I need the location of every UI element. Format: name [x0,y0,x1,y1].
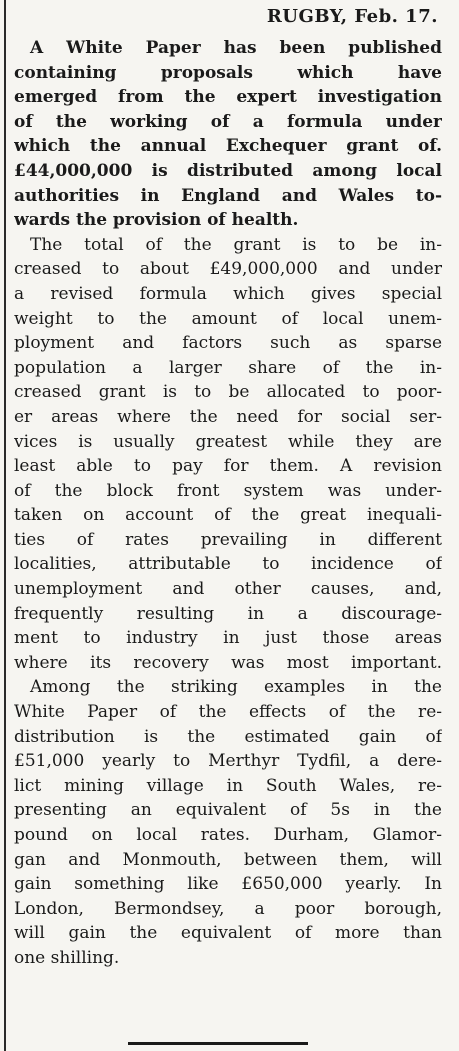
text-line: of the block front system was under- [14,480,442,501]
text-line: lict mining village in South Wales, re- [14,775,442,796]
text-line: will gain the equivalent of more than [14,923,442,944]
text-line: authorities in England and Wales to- [14,185,442,206]
text-line: London, Bermondsey, a poor borough, [14,898,442,919]
dateline: RUGBY, Feb. 17. [266,6,438,27]
text-line: population a larger share of the in- [14,357,442,378]
closing-rule [128,1042,308,1045]
text-line: ties of rates prevailing in different [14,529,442,550]
text-line: one shilling. [14,947,120,968]
news-article [14,4,442,971]
text-line: gan and Monmouth, between them, will [14,849,442,870]
text-line: of the working of a formula under [14,111,442,132]
paragraph-3 [14,675,442,970]
text-line: gain something like £650,000 yearly. In [14,874,442,895]
text-line: ployment and factors such as sparse [14,333,442,354]
text-line: where its recovery was most important. [14,652,442,673]
text-line: £51,000 yearly to Merthyr Tydfil, a dere- [14,751,442,772]
text-line: least able to pay for them. A revision [14,456,442,477]
text-line: pound on local rates. Durham, Glamor- [14,825,442,845]
text-line: taken on account of the great inequali- [14,505,442,526]
text-line: Among the striking examples in the [30,677,442,698]
text-line: White Paper of the effects of the re- [14,702,442,723]
text-line: unemployment and other causes, and, [14,579,442,600]
text-line: A White Paper has been published [30,38,442,58]
text-line: The total of the grant is to be in- [30,234,442,255]
text-line: er areas where the need for social ser- [14,406,442,427]
column-rule-left [4,0,6,1051]
text-line: distribution is the estimated gain of [14,726,442,747]
text-line: a revised formula which gives special [14,283,442,304]
text-line: weight to the amount of local unem- [14,308,442,329]
text-line: localities, attributable to incidence of [14,554,442,575]
text-line: wards the provision of health. [14,210,299,231]
text-line: vices is usually greatest while they are [14,431,442,452]
text-line: ment to industry in just those areas [14,628,442,649]
text-line: containing proposals which have [14,62,442,83]
text-line: £44,000,000 is distributed among local [14,160,442,181]
text-line: emerged from the expert investigation [14,87,442,108]
text-line: presenting an equivalent of 5s in the [14,800,442,821]
text-line: creased to about £49,000,000 and under [14,259,442,280]
paragraph-1 [14,36,442,233]
paragraph-2 [14,233,442,676]
text-line: which the annual Exchequer grant of. [14,136,442,157]
text-line: creased grant is to be allocated to poor- [14,382,442,403]
text-line: frequently resulting in a discourage- [14,603,442,624]
